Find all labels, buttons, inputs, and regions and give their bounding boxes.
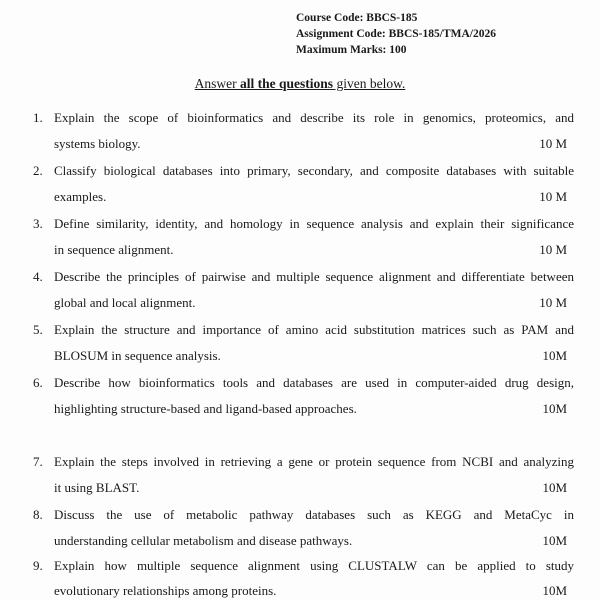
question-text-line2: examples. bbox=[54, 189, 107, 204]
instruction-text bbox=[195, 76, 406, 91]
assignment-code: Assignment Code: BBCS-185/TMA/2026 bbox=[296, 28, 496, 40]
question-text-line1: Explain the scope of bioinformatics and describe its role in genomics, proteomics, and bbox=[54, 110, 574, 125]
question-text-line2: in sequence alignment. bbox=[54, 242, 174, 257]
question-marks: 10 M bbox=[539, 136, 567, 151]
question-text-line1: Describe how bioinformatics tools and databases are used in computer-aided drug design, bbox=[54, 375, 574, 390]
assignment-header bbox=[296, 10, 496, 58]
question-number: 4. bbox=[33, 269, 43, 284]
question-text-line2: global and local alignment. bbox=[54, 295, 196, 310]
question-text-line2: systems biology. bbox=[54, 136, 141, 151]
maximum-marks: Maximum Marks: 100 bbox=[296, 44, 407, 56]
question-text-line2: BLOSUM in sequence analysis. bbox=[54, 348, 221, 363]
question-text-line1: Explain the steps involved in retrieving a gene or protein sequence from NCBI and analyzing bbox=[54, 454, 574, 469]
question-number: 2. bbox=[33, 163, 43, 178]
question-number: 5. bbox=[33, 322, 43, 337]
question-text-line1: Explain the structure and importance of amino acid substitution matrices such as PAM and bbox=[54, 322, 574, 337]
question-text-line1: Discuss the use of metabolic pathway databases such as KEGG and MetaCyc in bbox=[54, 507, 574, 522]
question-text-line2: it using BLAST. bbox=[54, 480, 140, 495]
question-marks: 10M bbox=[542, 583, 567, 598]
question-text-line1: Define similarity, identity, and homology in sequence analysis and explain their significance bbox=[54, 216, 574, 231]
question-marks: 10 M bbox=[539, 295, 567, 310]
question-number: 6. bbox=[33, 375, 43, 390]
course-code: Course Code: BBCS-185 bbox=[296, 12, 418, 24]
question-number: 7. bbox=[33, 454, 43, 469]
question-number: 8. bbox=[33, 507, 43, 522]
question-number: 1. bbox=[33, 110, 43, 125]
question-marks: 10 M bbox=[539, 189, 567, 204]
question-text-line2: evolutionary relationships among proteins. bbox=[54, 583, 277, 598]
question-text-line2: understanding cellular metabolism and disease pathways. bbox=[54, 533, 353, 548]
question-marks: 10M bbox=[542, 348, 567, 363]
question-marks: 10 M bbox=[539, 242, 567, 257]
instruction-prefix: Answer bbox=[194, 76, 241, 91]
question-text-line2: highlighting structure-based and ligand-based approaches. bbox=[54, 401, 357, 416]
instruction-suffix: given below. bbox=[333, 76, 406, 91]
question-marks: 10M bbox=[542, 480, 567, 495]
question-marks: 10M bbox=[542, 533, 567, 548]
question-text-line1: Classify biological databases into primary, secondary, and composite databases with suitable bbox=[54, 163, 574, 178]
question-marks: 10M bbox=[542, 401, 567, 416]
question-text-line1: Describe the principles of pairwise and multiple sequence alignment and differentiate between bbox=[54, 269, 574, 284]
instruction-line bbox=[0, 76, 600, 92]
question-number: 3. bbox=[33, 216, 43, 231]
instruction-emphasis: all the questions bbox=[240, 76, 334, 91]
question-text-line1: Explain how multiple sequence alignment using CLUSTALW can be applied to study bbox=[54, 558, 574, 573]
question-number: 9. bbox=[33, 558, 43, 573]
